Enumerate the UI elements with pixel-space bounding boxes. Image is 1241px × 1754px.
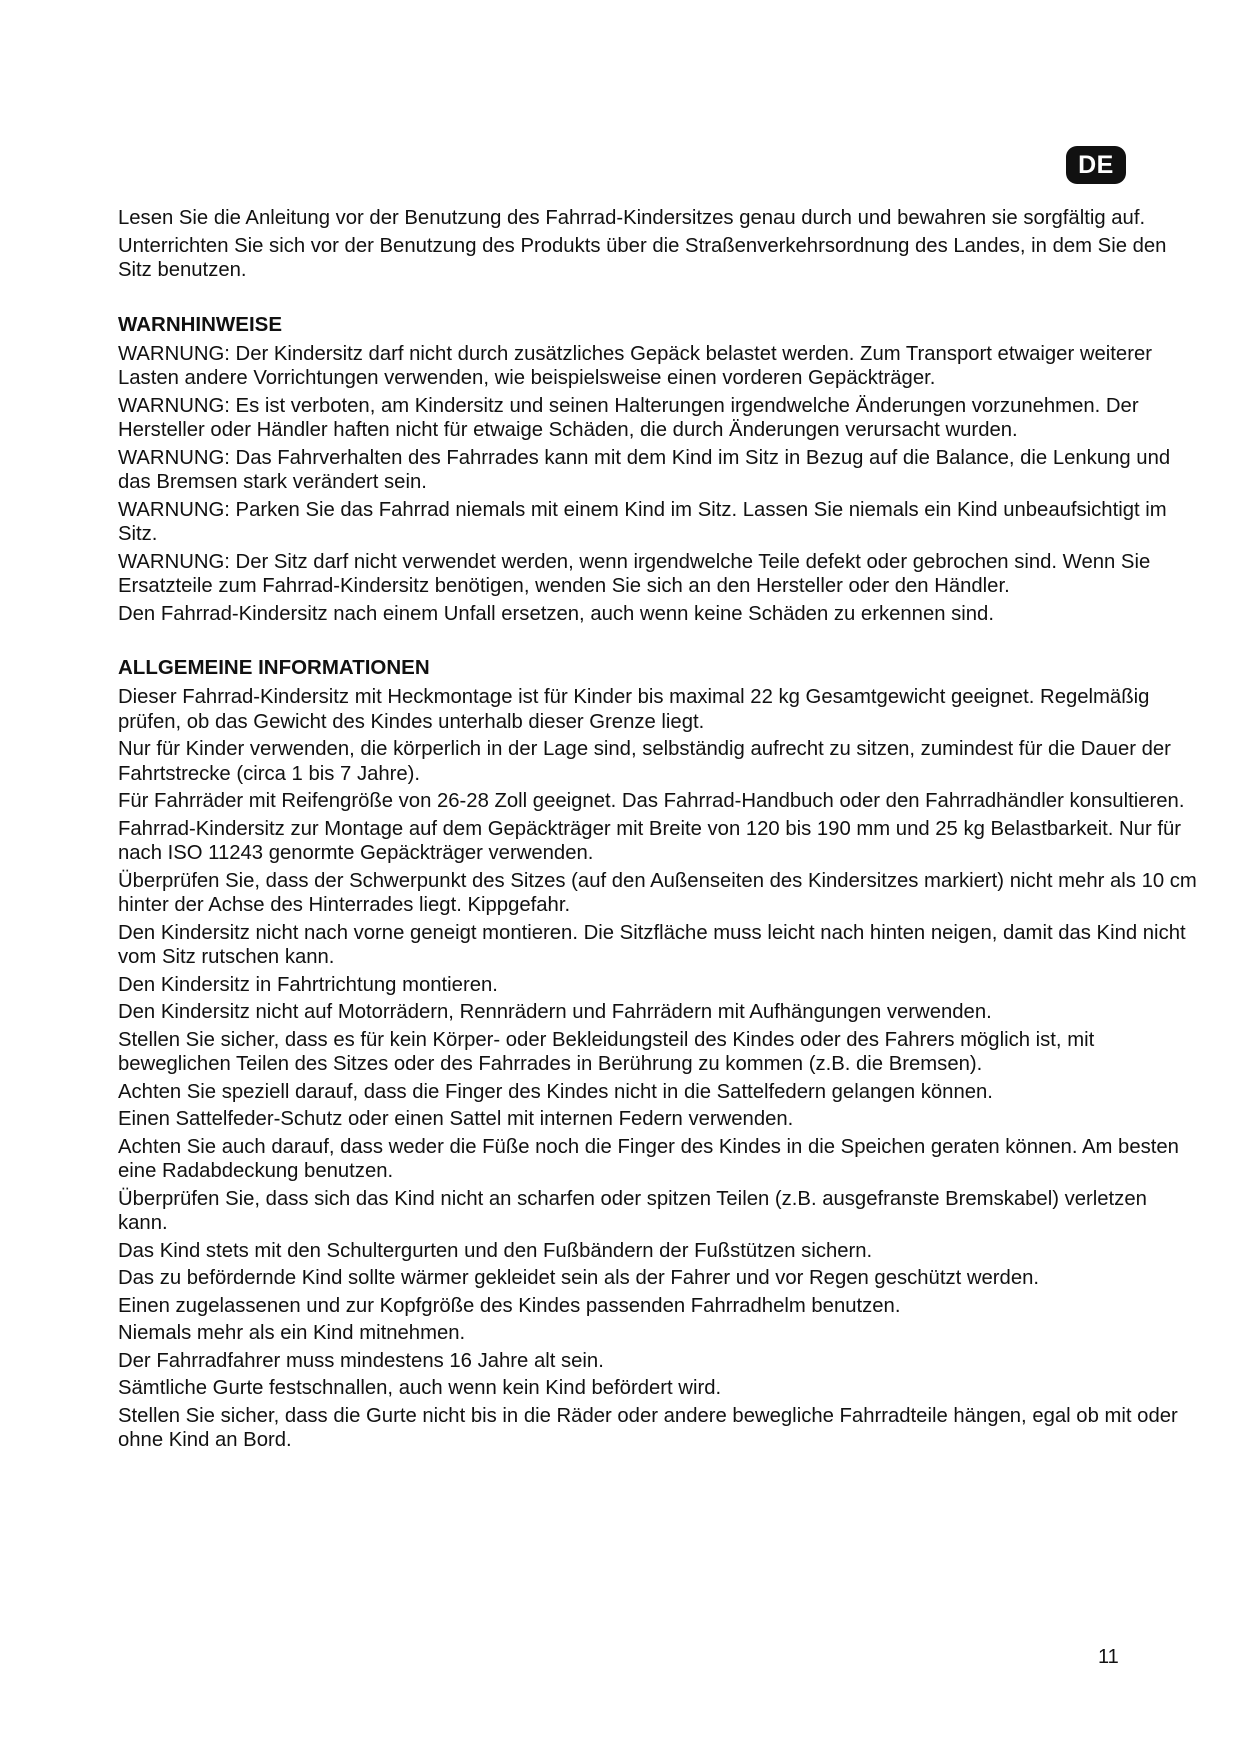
info-item: Einen Sattelfeder-Schutz oder einen Sattel mit internen Federn verwenden. bbox=[118, 1108, 794, 1130]
info-item: Der Fahrradfahrer muss mindestens 16 Jahre alt sein. bbox=[118, 1349, 604, 1372]
info-item: Einen zugelassenen und zur Kopfgröße des Kindes passenden Fahrradhelm benutzen. bbox=[118, 1294, 901, 1317]
warning-item: WARNUNG: Der Sitz darf nicht verwendet werden, wenn irgendwelche Teile defekt oder gebrochen sind. Wenn Sie Ersatzteile zum Fahrrad-Kindersitz benötigen, wenden Sie sich an den Hersteller oder den Händler. bbox=[118, 550, 1151, 597]
warning-item: WARNUNG: Parken Sie das Fahrrad niemals mit einem Kind im Sitz. Lassen Sie niemals ein Kind unbeaufsichtigt im Sitz. bbox=[118, 498, 1167, 545]
warning-item: WARNUNG: Es ist verboten, am Kindersitz und seinen Halterungen irgendwelche Änderungen vorzunehmen. Der Hersteller oder Händler haften nicht für etwaige Schäden, die durch Änderungen verursacht wurden. bbox=[118, 394, 1139, 441]
warning-item: WARNUNG: Das Fahrverhalten des Fahrrades kann mit dem Kind im Sitz in Bezug auf die Balance, die Lenkung und das Bremsen stark verändert sein. bbox=[118, 446, 1171, 493]
info-item: Überprüfen Sie, dass der Schwerpunkt des Sitzes (auf den Außenseiten des Kindersitzes markiert) nicht mehr als 10 cm hinter der Achse des Hinterrades liegt. Kippgefahr. bbox=[118, 869, 1197, 916]
info-item: Achten Sie speziell darauf, dass die Finger des Kindes nicht in die Sattelfedern gelangen können. bbox=[118, 1080, 993, 1103]
info-item: Achten Sie auch darauf, dass weder die Füße noch die Finger des Kindes in die Speichen geraten können. Am besten eine Radabdeckung benutzen. bbox=[118, 1135, 1179, 1182]
info-item: Dieser Fahrrad-Kindersitz mit Heckmontage ist für Kinder bis maximal 22 kg Gesamtgewicht geeignet. Regelmäßig prüfen, ob das Gewicht des Kindes unterhalb dieser Grenze liegt. bbox=[118, 686, 1150, 733]
intro-paragraph: Unterrichten Sie sich vor der Benutzung des Produkts über die Straßenverkehrsordnung des Landes, in dem Sie den Sitz benutzen. bbox=[118, 234, 1167, 281]
content bbox=[118, 206, 1198, 1456]
info-item: Stellen Sie sicher, dass es für kein Körper- oder Bekleidungsteil des Kindes oder des Fahrers möglich ist, mit beweglichen Teilen des Sitzes oder des Fahrrades in Berührung zu kommen (z.B. die Bremsen). bbox=[118, 1028, 1095, 1075]
info-item: Nur für Kinder verwenden, die körperlich in der Lage sind, selbständig aufrecht zu sitzen, zumindest für die Dauer der Fahrtstrecke (circa 1 bis 7 Jahre). bbox=[118, 738, 1171, 785]
info-item: Für Fahrräder mit Reifengröße von 26-28 Zoll geeignet. Das Fahrrad-Handbuch oder den Fahrradhändler konsultieren. bbox=[118, 790, 1185, 812]
general-heading: ALLGEMEINE INFORMATIONEN bbox=[118, 656, 430, 679]
info-item: Überprüfen Sie, dass sich das Kind nicht an scharfen oder spitzen Teilen (z.B. ausgefranste Bremskabel) verletzen kann. bbox=[118, 1187, 1147, 1234]
warning-item: WARNUNG: Der Kindersitz darf nicht durch zusätzliches Gepäck belastet werden. Zum Transport etwaiger weiterer Lasten andere Vorrichtungen verwenden, wie beispielsweise einen vorderen Gepäckträger. bbox=[118, 342, 1152, 389]
info-item: Fahrrad-Kindersitz zur Montage auf dem Gepäckträger mit Breite von 120 bis 190 mm und 25 kg Belastbarkeit. Nur für nach ISO 11243 genormte Gepäckträger verwenden. bbox=[118, 817, 1182, 864]
warning-item: Den Fahrrad-Kindersitz nach einem Unfall ersetzen, auch wenn keine Schäden zu erkennen sind. bbox=[118, 602, 994, 625]
info-item: Den Kindersitz in Fahrtrichtung montieren. bbox=[118, 973, 498, 996]
spacer bbox=[118, 629, 1198, 655]
spacer bbox=[118, 286, 1198, 312]
info-item: Sämtliche Gurte festschnallen, auch wenn kein Kind befördert wird. bbox=[118, 1377, 722, 1399]
info-item: Den Kindersitz nicht nach vorne geneigt montieren. Die Sitzfläche muss leicht nach hinten neigen, damit das Kind nicht vom Sitz rutschen kann. bbox=[118, 921, 1186, 968]
language-badge: DE bbox=[1066, 146, 1126, 184]
info-item: Stellen Sie sicher, dass die Gurte nicht bis in die Räder oder andere bewegliche Fahrradteile hängen, egal ob mit oder ohne Kind an Bord. bbox=[118, 1404, 1178, 1451]
warnings-heading: WARNHINWEISE bbox=[118, 312, 282, 336]
info-item: Das Kind stets mit den Schultergurten und den Fußbändern der Fußstützen sichern. bbox=[118, 1239, 873, 1262]
info-item: Niemals mehr als ein Kind mitnehmen. bbox=[118, 1322, 466, 1344]
info-item: Das zu befördernde Kind sollte wärmer gekleidet sein als der Fahrer und vor Regen geschützt werden. bbox=[118, 1267, 1040, 1289]
info-item: Den Kindersitz nicht auf Motorrädern, Rennrädern und Fahrrädern mit Aufhängungen verwenden. bbox=[118, 1001, 992, 1023]
page-number: 11 bbox=[1098, 1646, 1119, 1668]
intro-paragraph: Lesen Sie die Anleitung vor der Benutzung des Fahrrad-Kindersitzes genau durch und bewahren sie sorgfältig auf. bbox=[118, 207, 1146, 229]
